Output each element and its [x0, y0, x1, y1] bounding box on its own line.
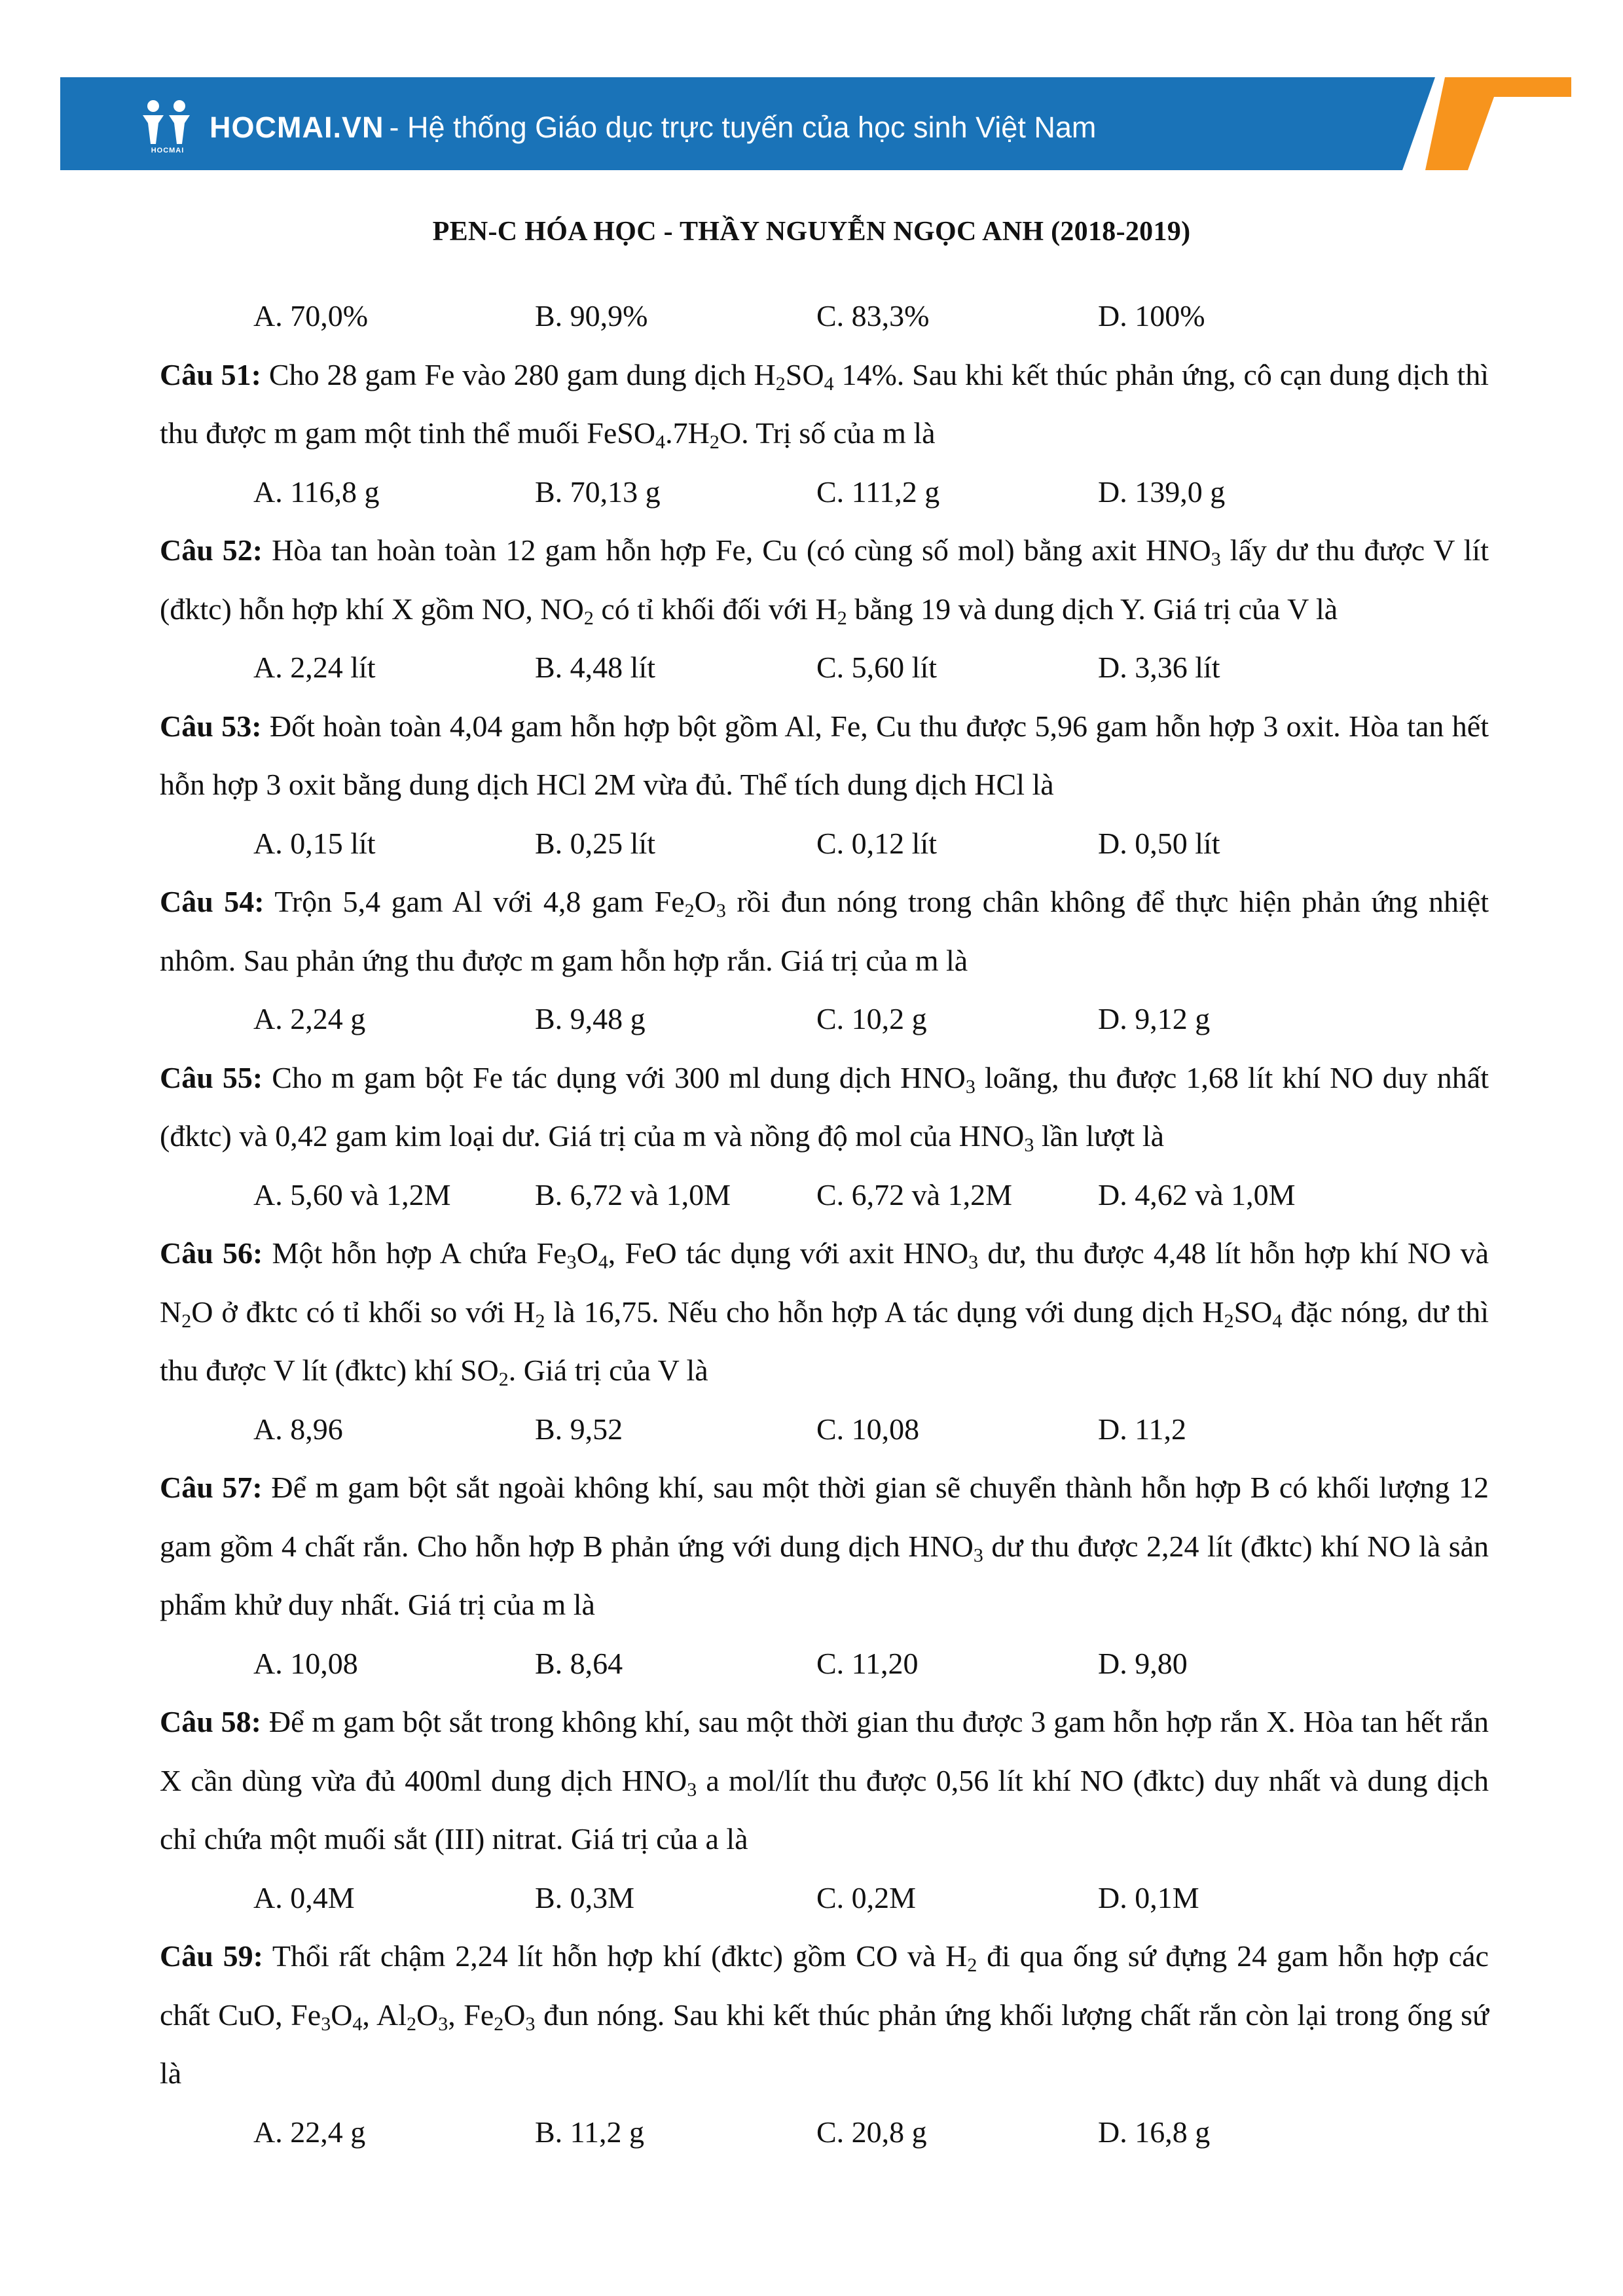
answer-choice: C. 10,2 g [816, 1002, 927, 1035]
question-label: Câu 52: [160, 533, 263, 567]
answer-choice: A. 10,08 [253, 1646, 358, 1680]
answer-choice: C. 83,3% [816, 299, 930, 332]
answer-choices [160, 990, 1489, 1049]
site-slogan: - Hệ thống Giáo dục trực tuyến của học sinh Việt Nam [389, 111, 1097, 144]
question-text: Cho 28 gam Fe vào 280 gam dung dịch $H_2SO_4$ 14%. Sau khi kết thúc phản ứng, cô cạn dung dịch thì thu được m gam một tinh thể muối $FeSO_4.7H_2O$. Trị số của m là [160, 357, 1489, 453]
answer-choice: B. 8,64 [535, 1646, 623, 1680]
answer-choice: D. 139,0 g [1098, 475, 1226, 509]
question-54 [160, 872, 1489, 990]
question-52 [160, 521, 1489, 638]
answer-choice: B. 9,52 [535, 1412, 623, 1446]
question-label: Câu 54: [160, 885, 264, 918]
answer-choice: D. 4,62 và 1,0M [1098, 1177, 1296, 1211]
answer-choice: B. 0,3M [535, 1880, 635, 1914]
brand-line [210, 105, 1096, 151]
answer-choices [160, 814, 1489, 873]
answer-choice: C. 111,2 g [816, 475, 940, 509]
answer-choice: D. 16,8 g [1098, 2115, 1211, 2149]
question-text: Thổi rất chậm 2,24 lít hỗn hợp khí (đktc) gồm CO và $H_2$ đi qua ống sứ đựng 24 gam hỗn hợp các chất CuO, $Fe_3O_4$, $Al_2O_3$, $Fe_2O_3$ đun nóng. Sau khi kết thúc phản ứng khối lượng chất rắn còn lại trong ống sứ là [160, 1939, 1489, 2090]
answer-choice: B. 0,25 lít [535, 826, 656, 860]
answer-choice: C. 0,12 lít [816, 826, 938, 860]
answer-choice: B. 70,13 g [535, 475, 661, 509]
answer-choice: C. 6,72 và 1,2M [816, 1177, 1012, 1211]
question-56 [160, 1224, 1489, 1400]
answer-choices [160, 1634, 1489, 1693]
answer-choice: A. 0,4M [253, 1880, 355, 1914]
question-label: Câu 53: [160, 709, 262, 743]
answer-choices [160, 2103, 1489, 2162]
answer-choice: B. 6,72 và 1,0M [535, 1177, 731, 1211]
answer-choice: D. 100% [1098, 299, 1205, 332]
answer-choice: D. 0,50 lít [1098, 826, 1220, 860]
answer-choice: D. 11,2 [1098, 1412, 1187, 1446]
question-57 [160, 1458, 1489, 1634]
answer-choice: B. 90,9% [535, 299, 648, 332]
question-label: Câu 58: [160, 1705, 261, 1738]
question-text: Hòa tan hoàn toàn 12 gam hỗn hợp Fe, Cu (có cùng số mol) bằng axit $HNO_3$ lấy dư thu được V lít (đktc) hỗn hợp khí X gồm NO, $NO_2$ có tỉ khối đối với $H_2$ bằng 19 và dung dịch Y. Giá trị của V là [160, 533, 1489, 629]
question-label: Câu 55: [160, 1060, 263, 1094]
answer-choice: D. 0,1M [1098, 1880, 1199, 1914]
question-label: Câu 59: [160, 1939, 263, 1973]
question-text: Cho m gam bột Fe tác dụng với 300 ml dung dịch $HNO_3$ loãng, thu được 1,68 lít khí NO duy nhất (đktc) và 0,42 gam kim loại dư. Giá trị của m và nồng độ mol của $HNO_3$ lần lượt là [160, 1060, 1489, 1156]
answer-choice: B. 9,48 g [535, 1002, 646, 1035]
site-name[interactable]: HOCMAI.VN [210, 111, 384, 144]
question-53 [160, 697, 1489, 814]
question-list [160, 287, 1489, 2161]
answer-choice: C. 20,8 g [816, 2115, 927, 2149]
answer-choice: A. 8,96 [253, 1412, 343, 1446]
question-text: Để m gam bột sắt ngoài không khí, sau một thời gian sẽ chuyển thành hỗn hợp B có khối lượng 12 gam gồm 4 chất rắn. Cho hỗn hợp B phản ứng với dung dịch $HNO_3$ dư thu được 2,24 lít (đktc) khí NO là sản phẩm khử duy nhất. Giá trị của m là [160, 1471, 1489, 1621]
answer-choices [160, 1166, 1489, 1225]
answer-choice: A. 5,60 và 1,2M [253, 1177, 451, 1211]
answer-choice: A. 2,24 g [253, 1002, 366, 1035]
question-text: Đốt hoàn toàn 4,04 gam hỗn hợp bột gồm Al, Fe, Cu thu được 5,96 gam hỗn hợp 3 oxit. Hòa tan hết hỗn hợp 3 oxit bằng dung dịch HCl 2M vừa đủ. Thể tích dung dịch HCl là [160, 709, 1489, 801]
question-label: Câu 51: [160, 357, 262, 391]
question-text: Để m gam bột sắt trong không khí, sau một thời gian thu được 3 gam hỗn hợp rắn X. Hòa tan hết rắn X cần dùng vừa đủ 400ml dung dịch $HNO_3$ a mol/lít thu được 0,56 lít khí NO (đktc) duy nhất và dung dịch chỉ chứa một muối sắt (III) nitrat. Giá trị của a là [160, 1705, 1489, 1856]
answer-choice: A. 70,0% [253, 299, 369, 332]
answer-choice: D. 9,12 g [1098, 1002, 1211, 1035]
logo-text: HOCMAI [151, 147, 185, 154]
answer-choice: A. 2,24 lít [253, 651, 376, 684]
answer-choices [160, 1400, 1489, 1459]
question-text: Trộn 5,4 gam Al với 4,8 gam $Fe_2O_3$ rồi đun nóng trong chân không để thực hiện phản ứng nhiệt nhôm. Sau phản ứng thu được m gam hỗn hợp rắn. Giá trị của m là [160, 885, 1489, 977]
answer-choice: C. 10,08 [816, 1412, 920, 1446]
question-55 [160, 1049, 1489, 1166]
answer-choice: C. 5,60 lít [816, 651, 938, 684]
carry-over-choices [160, 287, 1489, 346]
question-59 [160, 1927, 1489, 2103]
answer-choice: A. 0,15 lít [253, 826, 376, 860]
answer-choice: A. 116,8 g [253, 475, 380, 509]
answer-choice: D. 3,36 lít [1098, 651, 1220, 684]
answer-choice: C. 0,2M [816, 1880, 917, 1914]
page-title: PEN-C HÓA HỌC - THẦY NGUYỄN NGỌC ANH (2018-2019) [432, 217, 1191, 247]
question-label: Câu 57: [160, 1471, 263, 1504]
answer-choices [160, 1869, 1489, 1928]
answer-choice: C. 11,20 [816, 1646, 919, 1680]
answer-choices [160, 638, 1489, 697]
answer-choice: A. 22,4 g [253, 2115, 366, 2149]
answer-choice: B. 11,2 g [535, 2115, 644, 2149]
answer-choices [160, 463, 1489, 522]
answer-choice: D. 9,80 [1098, 1646, 1188, 1680]
question-text: Một hỗn hợp A chứa $Fe_3O_4$, FeO tác dụng với axit $HNO_3$ dư, thu được 4,48 lít hỗn hợp khí NO và $N_2O$ ở đktc có tỉ khối so với $H_2$ là 16,75. Nếu cho hỗn hợp A tác dụng với dung dịch $H_2SO_4$ đặc nóng, dư thì thu được V lít (đktc) khí $SO_2$. Giá trị của V là [160, 1236, 1489, 1390]
question-label: Câu 56: [160, 1236, 263, 1270]
question-58 [160, 1693, 1489, 1869]
question-51 [160, 346, 1489, 463]
answer-choice: B. 4,48 lít [535, 651, 656, 684]
